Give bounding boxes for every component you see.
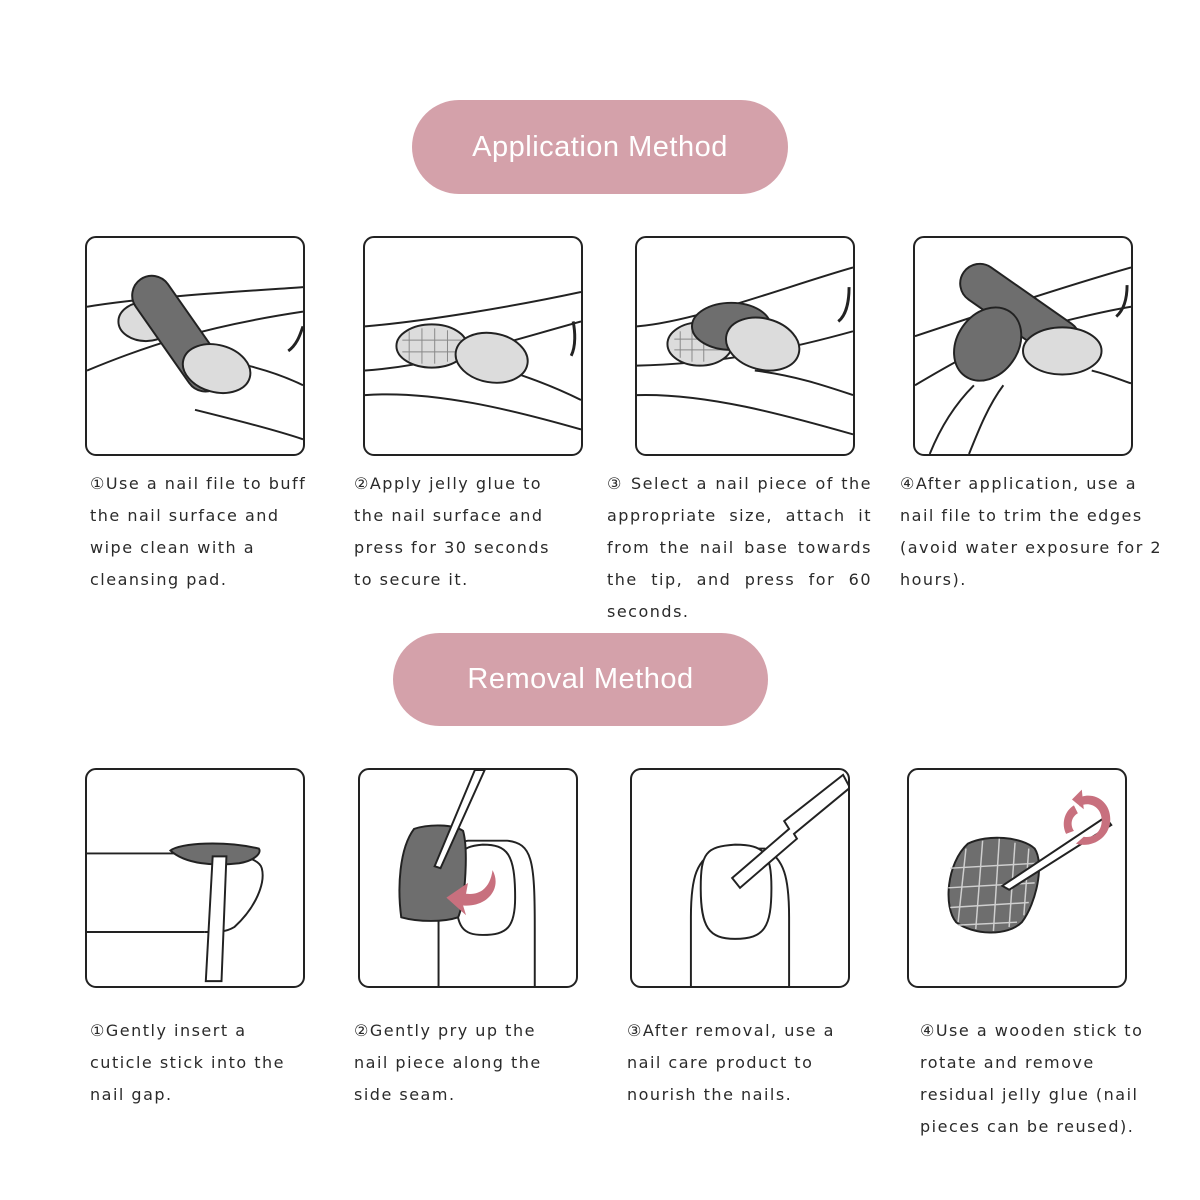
application-step-3-text: ③ Select a nail piece of the appropriate size, attach it from the nail base towards the tip, and press for 60 seconds. bbox=[607, 474, 872, 621]
nail-piece-attach-icon bbox=[635, 236, 855, 456]
nail-file-buffing-icon bbox=[85, 236, 305, 456]
cuticle-stick-insert-icon bbox=[85, 768, 305, 988]
wooden-stick-rotate-icon bbox=[907, 768, 1127, 988]
removal-step-4-text: ④Use a wooden stick to rotate and remove residual jelly glue (nail pieces can be reused). bbox=[920, 1021, 1144, 1136]
pry-nail-piece-icon bbox=[358, 768, 578, 988]
nail-file-trim-icon bbox=[913, 236, 1133, 456]
application-step-4-text: ④After application, use a nail file to trim the edges (avoid water exposure for 2 hours). bbox=[900, 474, 1163, 589]
application-step-2-text: ②Apply jelly glue to the nail surface and press for 30 seconds to secure it. bbox=[354, 474, 550, 589]
application-step-1-text: ①Use a nail file to buff the nail surface and wipe clean with a cleansing pad. bbox=[90, 474, 307, 589]
jelly-glue-application-icon bbox=[363, 236, 583, 456]
removal-step-1-text: ①Gently insert a cuticle stick into the nail gap. bbox=[90, 1021, 286, 1104]
removal-step-2-text: ②Gently pry up the nail piece along the side seam. bbox=[354, 1021, 542, 1104]
removal-step-3-text: ③After removal, use a nail care product to nourish the nails. bbox=[627, 1021, 835, 1104]
application-method-header: Application Method bbox=[412, 100, 788, 194]
nail-care-product-icon bbox=[630, 768, 850, 988]
removal-method-header: Removal Method bbox=[393, 633, 768, 726]
